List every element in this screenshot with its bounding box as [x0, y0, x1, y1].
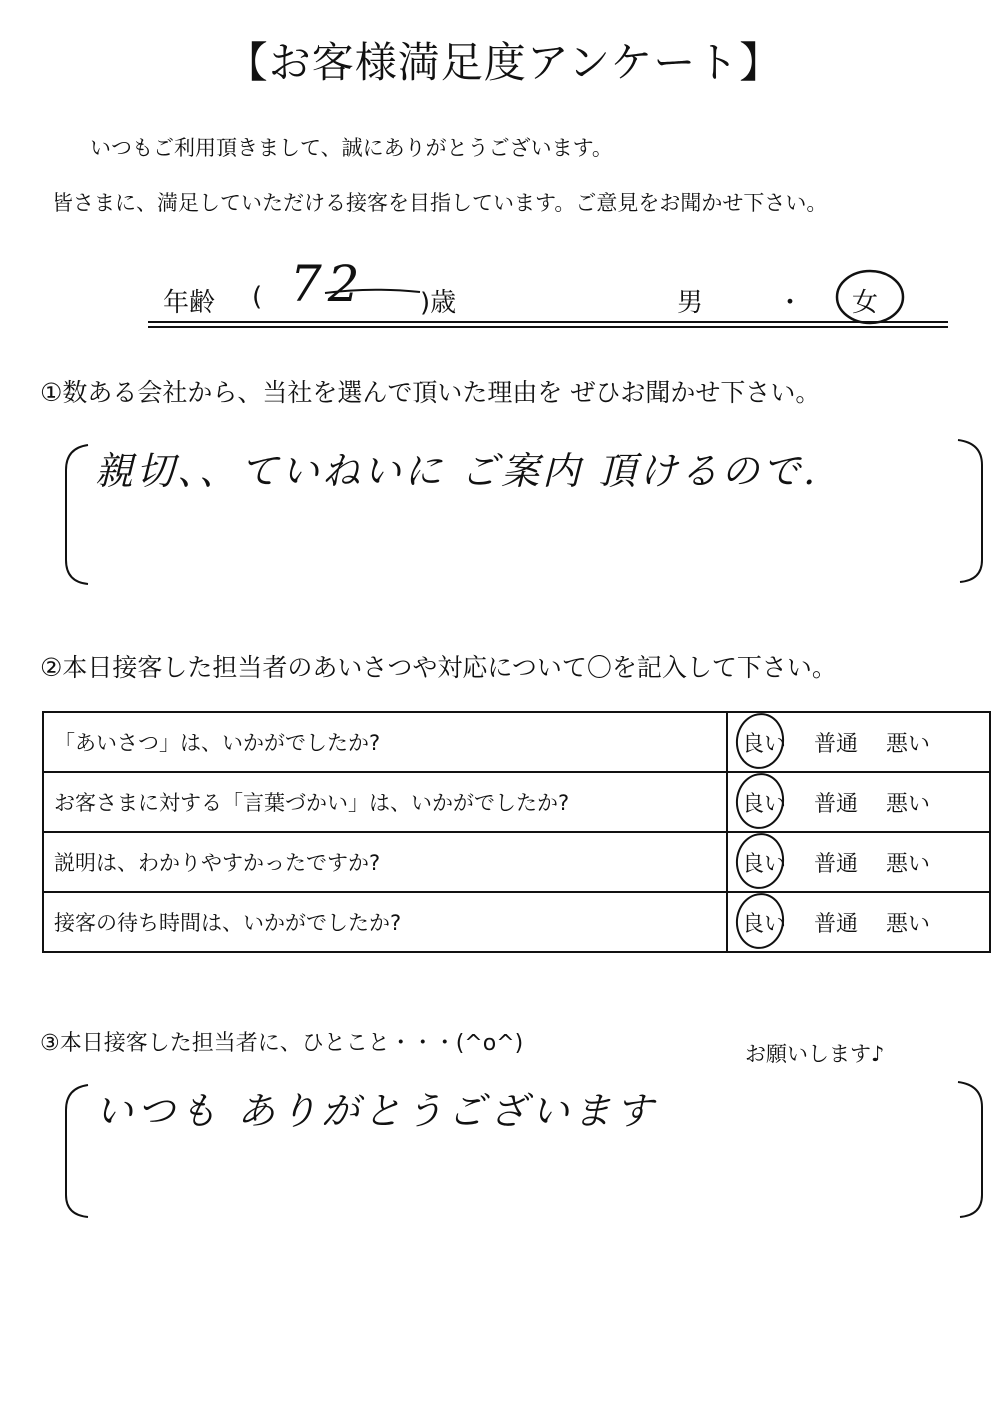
answer1-left-bracket — [66, 445, 88, 584]
rating-options — [727, 892, 990, 952]
rating-options — [727, 832, 990, 892]
rating-table — [42, 711, 991, 953]
rating-option[interactable]: 普通 — [814, 731, 859, 757]
question-3-note: お願いします♪ — [745, 1042, 885, 1066]
survey-title: 【お客様満足度アンケート】 — [225, 38, 783, 87]
rating-option[interactable]: 悪い — [886, 731, 931, 757]
rating-question: 説明は、わかりやすかったですか? — [43, 832, 727, 892]
rating-option[interactable]: 良い — [742, 907, 786, 938]
rating-option[interactable]: 悪い — [886, 791, 931, 817]
rating-question: お客さまに対する「言葉づかい」は、いかがでしたか? — [43, 772, 727, 832]
rating-question: 接客の待ち時間は、いかがでしたか? — [43, 892, 727, 952]
rating-row — [43, 712, 990, 772]
age-value: 72 — [290, 255, 366, 313]
rating-row — [43, 832, 990, 892]
age-label: 年齢 — [163, 288, 216, 318]
answer3-right-bracket — [958, 1082, 982, 1217]
rating-row — [43, 892, 990, 952]
gender-separator: ・ — [777, 288, 804, 318]
question-2: ②本日接客した担当者のあいさつや対応について〇を記入して下さい。 — [40, 653, 837, 682]
rating-option[interactable]: 悪い — [886, 911, 931, 937]
rating-options — [727, 712, 990, 772]
question-1: ①数ある会社から、当社を選んで頂いた理由を ぜひお聞かせ下さい。 — [40, 378, 821, 407]
answer-3-handwriting: いつも ありがとうございます — [95, 1089, 658, 1133]
female-selection-circle — [837, 271, 903, 323]
intro-line-1: いつもご利用頂きまして、誠にありがとうございます。 — [90, 136, 613, 160]
gender-female: 女 — [852, 288, 879, 318]
age-close-paren: )歳 — [420, 288, 457, 318]
answer3-left-bracket — [66, 1085, 88, 1217]
intro-line-2: 皆さまに、満足していただける接客を目指しています。ご意見をお聞かせ下さい。 — [52, 191, 828, 215]
answer1-right-bracket — [958, 440, 982, 582]
rating-option[interactable]: 良い — [742, 787, 786, 818]
rating-option[interactable]: 良い — [742, 847, 786, 878]
gender-male: 男 — [677, 288, 704, 318]
age-handwritten-dash — [325, 290, 420, 293]
rating-option[interactable]: 悪い — [886, 851, 931, 877]
rating-options — [727, 772, 990, 832]
rating-option[interactable]: 良い — [742, 727, 786, 758]
question-3: ③本日接客した担当者に、ひとこと・・・(^o^) — [40, 1031, 524, 1056]
rating-question: 「あいさつ」は、いかがでしたか? — [43, 712, 727, 772]
rating-option[interactable]: 普通 — [814, 911, 859, 937]
answer-1-handwriting: 親切、、ていねいに ご案内 頂けるので. — [95, 449, 819, 493]
age-open-paren: ( — [252, 282, 263, 312]
rating-option[interactable]: 普通 — [814, 851, 859, 877]
rating-row — [43, 772, 990, 832]
rating-option[interactable]: 普通 — [814, 791, 859, 817]
